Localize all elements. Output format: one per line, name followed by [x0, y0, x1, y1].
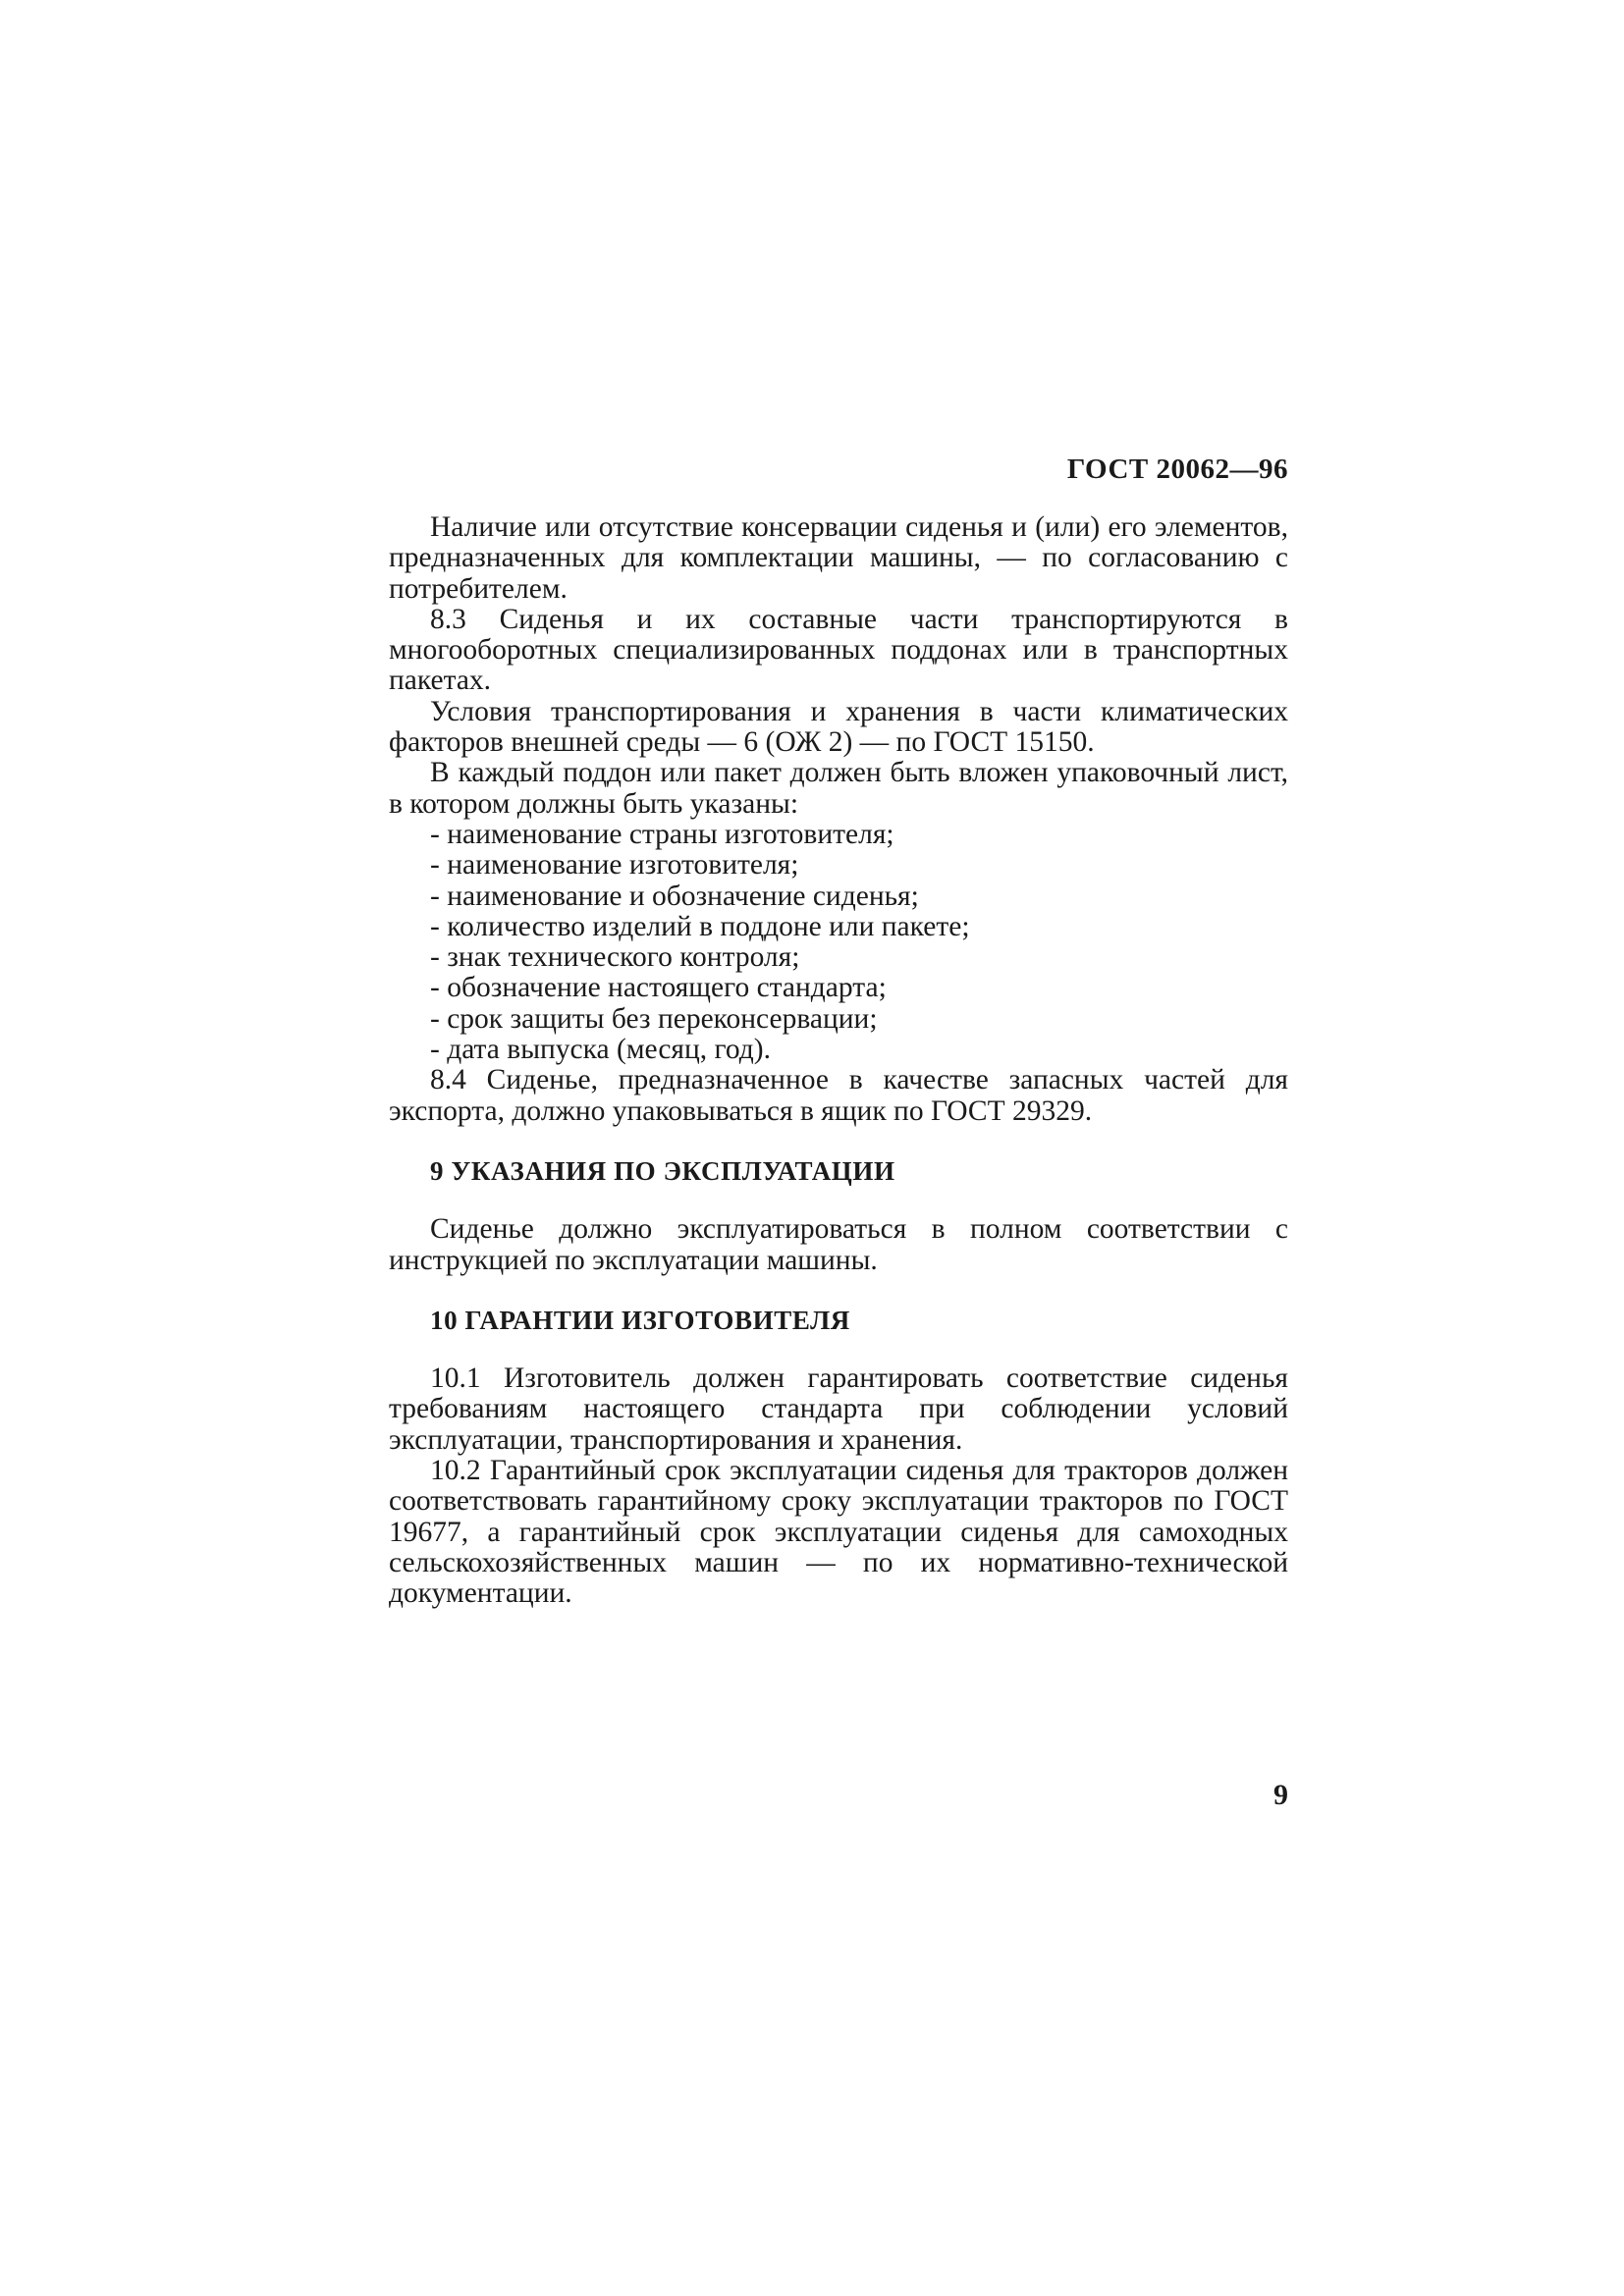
section-9-heading: 9 УКАЗАНИЯ ПО ЭКСПЛУАТАЦИИ — [430, 1155, 895, 1186]
list-item: - знак технического контроля; — [430, 941, 800, 974]
page-content — [389, 512, 1288, 1610]
paragraph-8-3: 8.3 Сиденья и их составные части транспортируются в многооборотных специализированных поддонах или в транспортных пакетах. — [389, 603, 1288, 697]
page-header-standard-code: ГОСТ 20062—96 — [1066, 454, 1288, 485]
packing-list-items — [389, 820, 1288, 1065]
paragraph-preservation: Наличие или отсутствие консервации сиденья и (или) его элементов, предназначенных для комплектации машины, — по согласованию с потребителем. — [389, 511, 1288, 605]
paragraph-10-1: 10.1 Изготовитель должен гарантировать соответствие сиденья требованиям настоящего стандарта при соблюдении условий эксплуатации, транспортирования и хранения. — [389, 1362, 1288, 1456]
list-item: - срок защиты без переконсервации; — [430, 1002, 878, 1035]
section-10-heading: 10 ГАРАНТИИ ИЗГОТОВИТЕЛЯ — [430, 1305, 850, 1335]
list-item: - наименование страны изготовителя; — [430, 818, 894, 850]
paragraph-8-4: 8.4 Сиденье, предназначенное в качестве запасных частей для экспорта, должно упаковываться в ящик по ГОСТ 29329. — [389, 1064, 1288, 1127]
paragraph-10-2: 10.2 Гарантийный срок эксплуатации сиденья для тракторов должен соответствовать гарантийному сроку эксплуатации тракторов по ГОСТ 19677, а гарантийный срок эксплуатации сиденья для самоходных сельскохозяйственных машин — по их нормативно-технической документации. — [389, 1455, 1288, 1610]
list-item: - дата выпуска (месяц, год). — [430, 1034, 771, 1066]
list-item: - наименование изготовителя; — [430, 849, 799, 881]
list-item: - обозначение настоящего стандарта; — [430, 972, 887, 1004]
paragraph-transport-conditions: Условия транспортирования и хранения в части климатических факторов внешней среды — 6 (ОЖ 2) — по ГОСТ 15150. — [389, 695, 1288, 759]
list-item: - количество изделий в поддоне или пакете; — [430, 910, 970, 942]
paragraph-section-9: Сиденье должно эксплуатироваться в полном соответствии с инструкцией по эксплуатации машины. — [389, 1213, 1288, 1276]
paragraph-packing-list: В каждый поддон или пакет должен быть вложен упаковочный лист, в котором должны быть указаны: — [389, 757, 1288, 820]
list-item: - наименование и обозначение сиденья; — [430, 880, 919, 912]
page-number: 9 — [1273, 1779, 1288, 1811]
